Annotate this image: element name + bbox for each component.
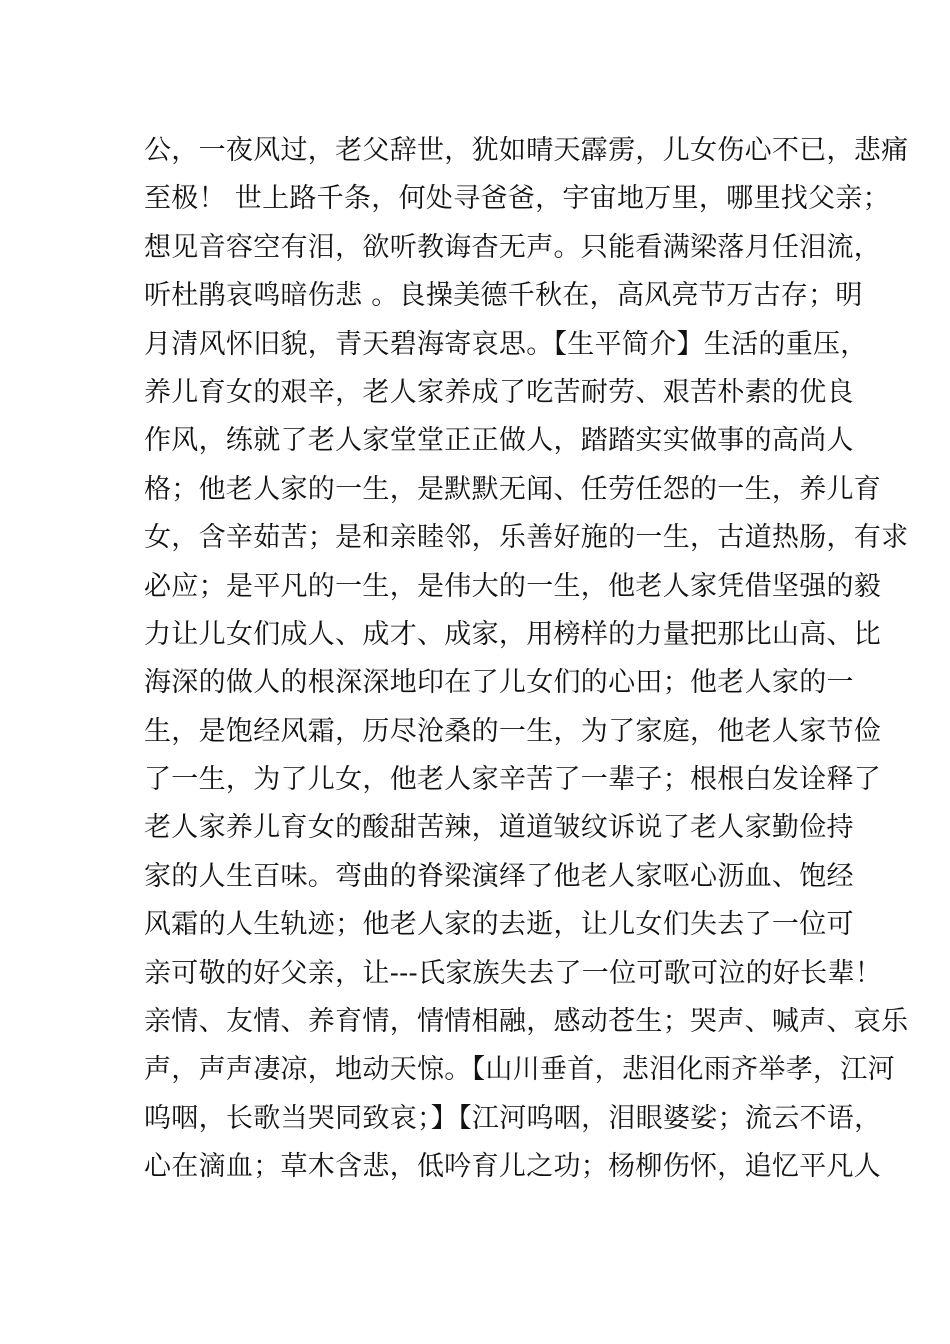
text-line: 风霜的人生轨迹；他老人家的去逝，让儿女们失去了一位可 [144,909,854,941]
text-line: 养儿育女的艰辛，老人家养成了吃苦耐劳、艰苦朴素的优良 [144,376,854,408]
text-line: 心在滴血；草木含悲，低吟育儿之功；杨柳伤怀，追忆平凡人 [144,1151,882,1183]
text-line: 声，声声凄凉，地动天惊。【山川垂首，悲泪化雨齐举孝，江河 [144,1054,895,1086]
body-text [144,127,909,1192]
text-line: 月清风怀旧貌，青天碧海寄哀思。【生平简介】生活的重压， [144,328,868,360]
text-line: 听杜鹃哀鸣暗伤悲 。良操美德千秋在，高风亮节万古存；明 [144,280,863,312]
text-line: 想见音容空有泪，欲听教诲杳无声。只能看满梁落月任泪流， [144,231,882,263]
text-line: 作风，练就了老人家堂堂正正做人，踏踏实实做事的高尚人 [144,425,854,457]
text-line: 亲可敬的好父亲，让---氏家族失去了一位可歌可泣的好长辈！ [144,957,883,989]
text-line: 公，一夜风过，老父辞世，犹如晴天霹雳，儿女伤心不已，悲痛 [144,135,909,166]
text-line: 了一生，为了儿女，他老人家辛苦了一辈子；根根白发诠释了 [144,764,882,796]
text-line: 格；他老人家的一生，是默默无闻、任劳任怨的一生，养儿育 [144,473,882,505]
text-line: 女，含辛茹苦；是和亲睦邻，乐善好施的一生，古道热肠，有求 [144,522,909,554]
text-line: 老人家养儿育女的酸甜苦辣，道道皱纹诉说了老人家勤俭持 [144,812,854,844]
text-line: 生，是饱经风霜，历尽沧桑的一生，为了家庭，他老人家节俭 [144,715,882,747]
text-line: 家的人生百味。弯曲的脊梁演绎了他老人家呕心沥血、饱经 [144,860,854,892]
text-line: 亲情、友情、养育情，情情相融，感动苍生；哭声、喊声、哀乐 [144,1006,909,1038]
text-line: 呜咽，长歌当哭同致哀；】【江河呜咽，泪眼婆娑；流云不语， [144,1102,882,1134]
text-line: 海深的做人的根深深地印在了儿女们的心田；他老人家的一 [144,667,854,699]
text-line: 力让儿女们成人、成才、成家，用榜样的力量把那比山高、比 [144,618,882,650]
text-line: 至极！ 世上路千条，何处寻爸爸，宇宙地万里，哪里找父亲； [144,183,890,215]
text-line: 必应；是平凡的一生，是伟大的一生，他老人家凭借坚强的毅 [144,570,882,602]
